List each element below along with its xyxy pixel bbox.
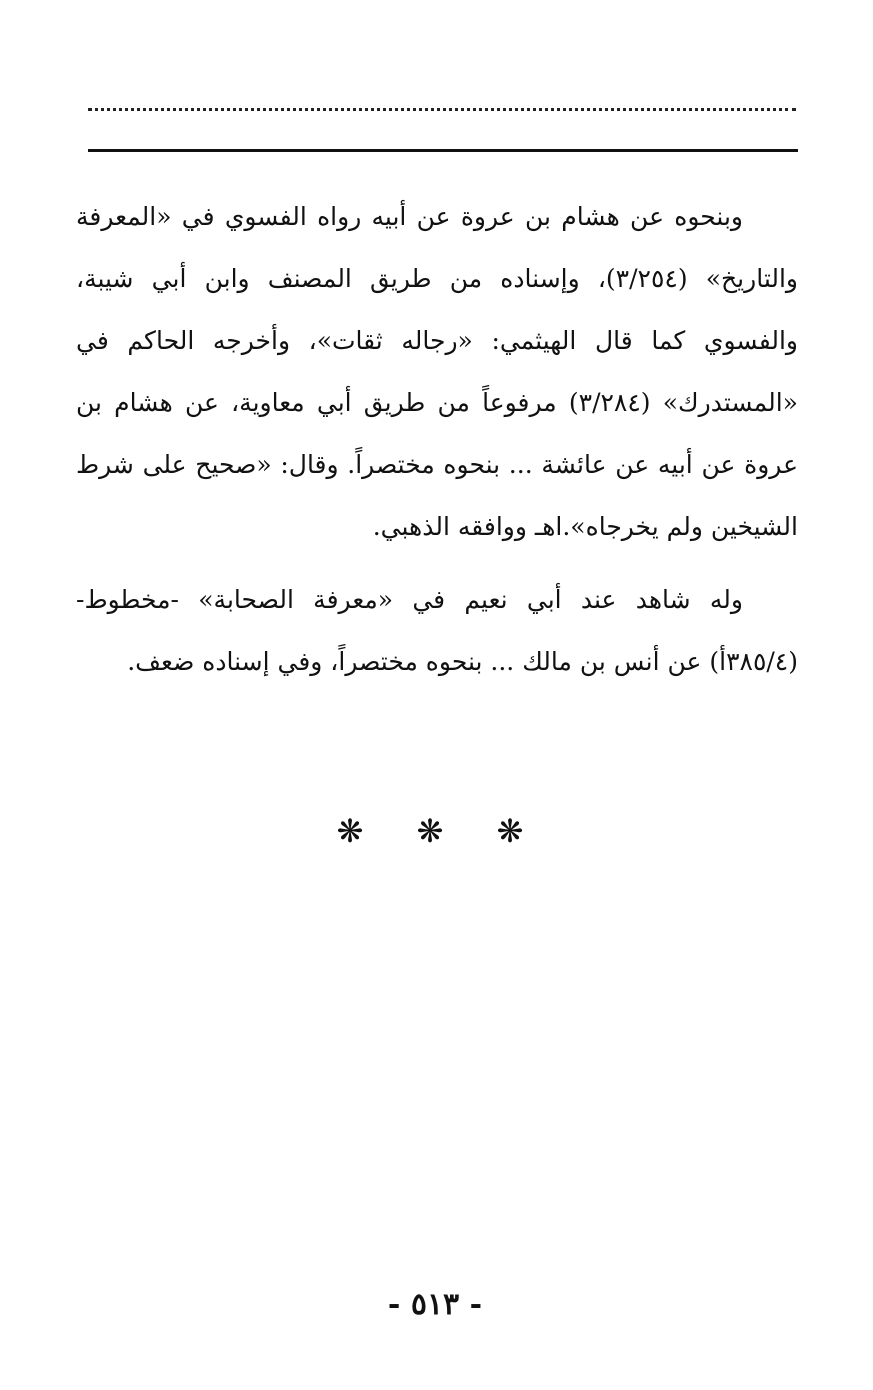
footnote-separator-line: [88, 149, 798, 152]
asterism-star-icon: ❋: [336, 812, 364, 850]
asterism-star-icon: ❋: [496, 812, 524, 850]
asterism-star-icon: ❋: [416, 812, 444, 850]
footnote-paragraph-1: وبنحوه عن هشام بن عروة عن أبيه رواه الفسوي في «المعرفة والتاريخ» (٣/٢٥٤)، وإسناده من طريق المصنف وابن أبي شيبة، والفسوي كما قال الهيثمي: «رجاله ثقات»، وأخرجه الحاكم في «المستدرك» (٣/٢٨٤) مرفوعاً من طريق أبي معاوية، عن هشام بن عروة عن أبيه عن عائشة ... بنحوه مختصراً. وقال: «صحيح على شرط الشيخين ولم يخرجاه».اهـ ووافقه الذهبي.: [76, 202, 798, 541]
footnote-dotted-rule: [88, 108, 796, 111]
page-number: - ٥١٣ -: [387, 1287, 483, 1322]
footnote-paragraph-2: وله شاهد عند أبي نعيم في «معرفة الصحابة» -مخطوط- (٣٨٥/٤أ) عن أنس بن مالك ... بنحوه مختصراً، وفي إسناده ضعف.: [76, 585, 798, 676]
section-divider: [330, 806, 530, 856]
